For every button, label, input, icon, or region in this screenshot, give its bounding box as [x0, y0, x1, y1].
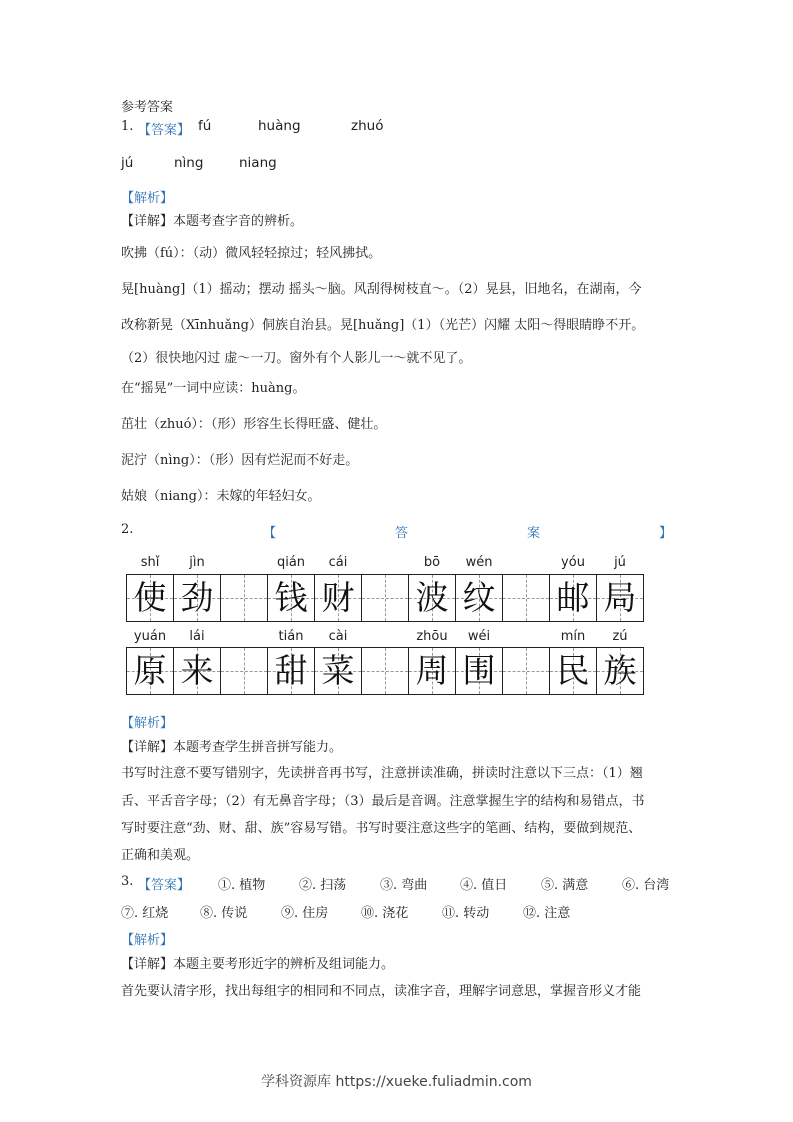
grid-character: 来 — [180, 651, 214, 690]
grid-character: 邮 — [556, 578, 590, 617]
grid-cell — [267, 647, 315, 695]
grid-pinyin-label: mín — [560, 629, 586, 644]
q3-answer-item: ⑪. 转动 — [442, 906, 490, 921]
grid-character: 围 — [462, 651, 496, 690]
grid-cell — [549, 647, 597, 695]
q3-answer-item: ②. 扫荡 — [299, 878, 347, 893]
q1-analysis-tag: 【解析】 — [121, 191, 174, 206]
q1-detail-line: 茁壮（zhuó）：（形）形容生长得旺盛、健壮。 — [121, 417, 387, 432]
q3-answer-item: ⑦. 红烧 — [121, 906, 169, 921]
q2-detail-line: 正确和美观。 — [121, 848, 200, 863]
q2-analysis-tag: 【解析】 — [121, 716, 174, 731]
grid-pinyin-label: zú — [612, 629, 628, 644]
q2-answer-tag-bracket: 】 — [659, 526, 673, 541]
q1-detail-line: 改称新晃（Xīnhuǎng）侗族自治县。晃[huǎng]（1）（光芒）闪耀 太阳～得眼睛睁不开。 — [121, 318, 645, 333]
q1-pinyin: niang — [239, 155, 277, 171]
grid-cell-empty — [361, 647, 409, 695]
q3-detail-line: 首先要认清字形，找出每组字的相同和不同点，读准字音，理解字词意思，掌握音形义才能 — [121, 984, 642, 999]
grid-pinyin-label: qián — [276, 555, 306, 570]
q1-pinyin: fú — [198, 118, 212, 134]
grid-cell-empty — [220, 647, 268, 695]
q3-answer-tag: 【答案】 — [138, 878, 191, 893]
q1-number: 1. — [121, 119, 134, 134]
grid-pinyin-label: cái — [328, 555, 348, 570]
footer-watermark: 学科资源库 https://xueke.fuliadmin.com — [261, 1074, 532, 1090]
grid-pinyin-label: yuán — [133, 629, 167, 644]
grid-character: 钱 — [274, 578, 308, 617]
grid-cell-empty — [502, 574, 550, 622]
grid-pinyin-label: zhōu — [416, 629, 448, 644]
q2-answer-tag-char: 答 — [395, 526, 409, 541]
grid-pinyin-label: wéi — [467, 629, 491, 644]
q2-detail-line: 书写时注意不要写错别字，先读拼音再书写，注意拼读准确，拼读时注意以下三点：（1）翘 — [121, 766, 643, 781]
grid-cell — [173, 647, 221, 695]
grid-cell — [126, 574, 174, 622]
q1-pinyin: huàng — [258, 118, 301, 134]
q3-number: 3. — [121, 874, 134, 889]
grid-cell-empty — [361, 574, 409, 622]
q3-answer-item: ⑫. 注意 — [523, 906, 571, 921]
q1-pinyin: nìng — [174, 155, 204, 171]
grid-pinyin-label: jú — [614, 555, 626, 570]
q1-detail-line: 在“摇晃”一词中应读：huàng。 — [121, 381, 306, 396]
q1-detail-line: 晃[huàng]（1）摇动；摆动 摇头～脑。风刮得树枝直～。（2）晃县，旧地名，在湖南，今 — [121, 282, 642, 297]
q2-answer-tag-bracket: 【 — [263, 526, 277, 541]
q1-detail-line: （2）很快地闪过 虚～一刀。窗外有个人影儿一～就不见了。 — [121, 351, 472, 366]
grid-pinyin-label: shǐ — [140, 555, 160, 570]
grid-character: 族 — [603, 651, 637, 690]
grid-cell — [455, 574, 503, 622]
grid-cell — [596, 574, 644, 622]
q2-detail-line: 【详解】本题考查学生拼音拼写能力。 — [121, 740, 343, 755]
grid-cell — [173, 574, 221, 622]
grid-pinyin-label: lái — [189, 629, 205, 644]
grid-cell — [549, 574, 597, 622]
page-heading: 参考答案 — [121, 100, 174, 115]
q3-answer-item: ④. 值日 — [460, 878, 508, 893]
q1-detail-line: 【详解】本题考查字音的辨析。 — [121, 214, 304, 229]
grid-character: 财 — [321, 578, 355, 617]
grid-pinyin-label: wén — [465, 555, 493, 570]
grid-pinyin-label: bō — [423, 555, 441, 570]
q2-detail-line: 舌、平舌音字母；（2）有无鼻音字母；（3）最后是音调。注意掌握生字的结构和易错点，书 — [121, 794, 645, 809]
q1-detail-line: 姑娘（niang）：未嫁的年轻妇女。 — [121, 489, 321, 504]
grid-character: 甜 — [274, 651, 308, 690]
grid-character: 劲 — [180, 578, 214, 617]
grid-cell — [408, 647, 456, 695]
grid-pinyin-label: yóu — [561, 555, 585, 570]
grid-cell — [408, 574, 456, 622]
q3-answer-item: ⑧. 传说 — [200, 906, 248, 921]
grid-cell — [314, 647, 362, 695]
grid-character: 原 — [133, 651, 167, 690]
q3-answer-item: ①. 植物 — [218, 878, 266, 893]
q3-answer-item: ⑩. 浇花 — [361, 906, 409, 921]
q3-detail-line: 【详解】本题主要考形近字的辨析及组词能力。 — [121, 957, 395, 972]
q3-analysis-tag: 【解析】 — [121, 933, 174, 948]
grid-cell — [455, 647, 503, 695]
q3-answer-item: ⑥. 台湾 — [622, 878, 670, 893]
q2-detail-line: 写时要注意“劲、财、甜、族”容易写错。书写时要注意这些字的笔画、结构，要做到规范、 — [121, 821, 642, 836]
grid-cell — [314, 574, 362, 622]
q3-answer-item: ⑤. 满意 — [541, 878, 589, 893]
grid-character: 纹 — [462, 578, 496, 617]
grid-cell — [126, 647, 174, 695]
grid-character: 菜 — [321, 651, 355, 690]
q1-detail-line: 吹拂（fú）：（动）微风轻轻掠过；轻风拂拭。 — [121, 246, 382, 261]
grid-pinyin-label: cài — [328, 629, 348, 644]
grid-cell-empty — [502, 647, 550, 695]
grid-cell — [596, 647, 644, 695]
grid-character: 波 — [415, 578, 449, 617]
q1-answer-tag: 【答案】 — [138, 123, 191, 138]
grid-character: 周 — [415, 651, 449, 690]
q3-answer-item: ⑨. 住房 — [281, 906, 329, 921]
grid-character: 局 — [603, 578, 637, 617]
grid-character: 使 — [133, 578, 167, 617]
q1-pinyin: zhuó — [351, 118, 384, 134]
q3-answer-item: ③. 弯曲 — [380, 878, 428, 893]
q1-detail-line: 泥泞（nìng）：（形）因有烂泥而不好走。 — [121, 453, 359, 468]
grid-cell-empty — [220, 574, 268, 622]
q2-answer-tag-char: 案 — [527, 526, 541, 541]
grid-pinyin-label: tián — [278, 629, 304, 644]
q2-number: 2. — [121, 522, 134, 537]
grid-pinyin-label: jìn — [189, 555, 205, 570]
grid-cell — [267, 574, 315, 622]
grid-character: 民 — [556, 651, 590, 690]
q1-pinyin: jú — [121, 155, 134, 171]
